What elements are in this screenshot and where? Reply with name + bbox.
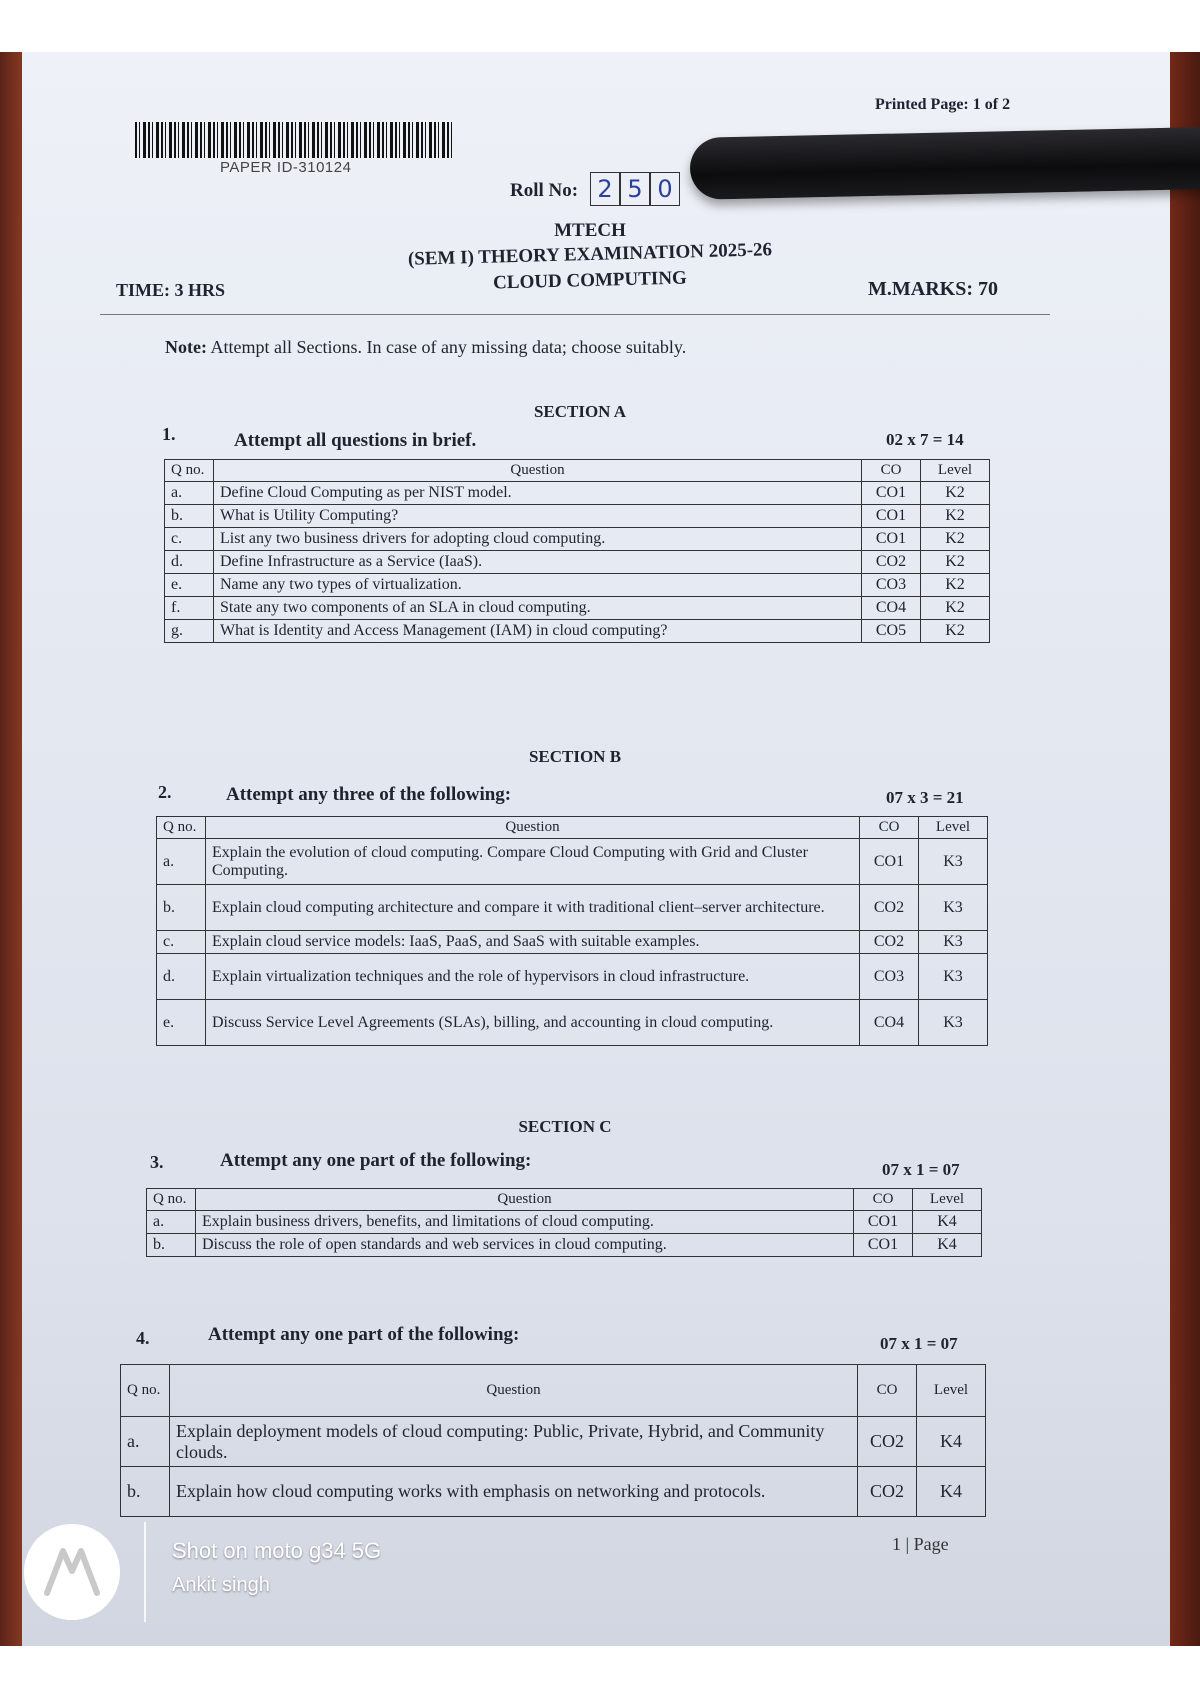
pen-obstruction [689, 126, 1200, 200]
q-level: K2 [921, 597, 990, 620]
q-co: CO1 [854, 1211, 913, 1234]
q-level: K3 [919, 885, 988, 931]
q-level: K2 [921, 505, 990, 528]
q-label: a. [157, 839, 206, 885]
table-row [157, 1000, 988, 1046]
q-level: K2 [921, 620, 990, 643]
col-level: Level [913, 1189, 982, 1211]
table-row [157, 839, 988, 885]
q-level: K4 [913, 1211, 982, 1234]
col-question: Question [214, 460, 862, 482]
col-question: Question [170, 1365, 858, 1417]
q-text: Discuss the role of open standards and web services in cloud computing. [196, 1234, 854, 1257]
table-row [165, 528, 990, 551]
col-co: CO [860, 817, 919, 839]
q-text: Explain deployment models of cloud computing: Public, Private, Hybrid, and Community clouds. [170, 1417, 858, 1467]
q-level: K2 [921, 482, 990, 505]
col-level: Level [919, 817, 988, 839]
q-text: What is Identity and Access Management (IAM) in cloud computing? [214, 620, 862, 643]
note-text: Attempt all Sections. In case of any missing data; choose suitably. [210, 337, 687, 357]
table-row [121, 1417, 986, 1467]
question-4-table [120, 1364, 986, 1517]
q-text: Define Cloud Computing as per NIST model. [214, 482, 862, 505]
table-header-row [147, 1189, 982, 1211]
q-co: CO2 [860, 931, 919, 954]
q-text: Explain how cloud computing works with emphasis on networking and protocols. [170, 1467, 858, 1517]
motorola-m-icon [35, 1535, 109, 1609]
roll-number-boxes [590, 172, 680, 206]
note [165, 337, 686, 358]
q-co: CO1 [860, 839, 919, 885]
question-3-table [146, 1188, 982, 1257]
program-title: MTECH [554, 220, 626, 241]
q-co: CO2 [862, 551, 921, 574]
table-header-row [157, 817, 988, 839]
col-co: CO [854, 1189, 913, 1211]
question-1-instruction: Attempt all questions in brief. [234, 430, 477, 451]
col-question: Question [196, 1189, 854, 1211]
table-row [165, 597, 990, 620]
max-marks: M.MARKS: 70 [868, 278, 998, 300]
question-2-instruction: Attempt any three of the following: [226, 784, 512, 805]
table-row [165, 574, 990, 597]
section-b-table [156, 816, 988, 1046]
table-row [147, 1234, 982, 1257]
q-level: K2 [921, 551, 990, 574]
q-level: K3 [919, 839, 988, 885]
q-level: K4 [917, 1467, 986, 1517]
q-label: d. [165, 551, 214, 574]
question-4-number: 4. [136, 1328, 150, 1348]
roll-digit: 2 [590, 172, 620, 206]
paper-id: PAPER ID-310124 [220, 159, 352, 176]
col-q-no: Q no. [121, 1365, 170, 1417]
question-3-marks: 07 x 1 = 07 [882, 1160, 960, 1179]
roll-digit: 0 [650, 172, 680, 206]
q-co: CO1 [862, 528, 921, 551]
q-level: K4 [913, 1234, 982, 1257]
q-text: Explain cloud service models: IaaS, PaaS, and SaaS with suitable examples. [206, 931, 860, 954]
barcode [135, 122, 455, 158]
question-3-instruction: Attempt any one part of the following: [220, 1150, 532, 1171]
col-q-no: Q no. [157, 817, 206, 839]
q-text: Explain cloud computing architecture and compare it with traditional client–server architecture. [206, 885, 860, 931]
photo-frame [0, 52, 1200, 1646]
q-text: Define Infrastructure as a Service (IaaS). [214, 551, 862, 574]
q-label: a. [121, 1417, 170, 1467]
question-4-marks: 07 x 1 = 07 [880, 1334, 958, 1353]
question-1-number: 1. [162, 424, 176, 444]
q-co: CO3 [860, 954, 919, 1000]
q-co: CO5 [862, 620, 921, 643]
question-3-number: 3. [150, 1152, 164, 1172]
author-watermark: Ankit singh [172, 1574, 270, 1596]
q-text: Explain virtualization techniques and the role of hypervisors in cloud infrastructure. [206, 954, 860, 1000]
table-header-row [165, 460, 990, 482]
q-text: Explain the evolution of cloud computing. Compare Cloud Computing with Grid and Cluster Computing. [206, 839, 860, 885]
subject-title: CLOUD COMPUTING [492, 267, 688, 294]
camera-watermark: Shot on moto g34 5G [172, 1538, 382, 1563]
exam-title: (SEM I) THEORY EXAMINATION 2025-26 [407, 239, 773, 270]
table-row [157, 954, 988, 1000]
table-row [157, 931, 988, 954]
section-a-table [164, 459, 990, 643]
q-label: b. [121, 1467, 170, 1517]
q-text: Name any two types of virtualization. [214, 574, 862, 597]
header-rule [100, 314, 1050, 315]
col-co: CO [862, 460, 921, 482]
page-number: 1 | Page [892, 1534, 949, 1554]
q-level: K4 [917, 1417, 986, 1467]
table-row [165, 620, 990, 643]
question-2-marks: 07 x 3 = 21 [886, 788, 964, 807]
section-c-title: SECTION C [518, 1117, 612, 1136]
q-label: g. [165, 620, 214, 643]
q-text: Explain business drivers, benefits, and limitations of cloud computing. [196, 1211, 854, 1234]
section-b-title: SECTION B [528, 747, 622, 766]
q-label: b. [165, 505, 214, 528]
watermark-divider [144, 1522, 146, 1622]
question-4-instruction: Attempt any one part of the following: [208, 1324, 520, 1345]
note-label: Note: [165, 337, 207, 357]
q-text: State any two components of an SLA in cloud computing. [214, 597, 862, 620]
q-co: CO1 [854, 1234, 913, 1257]
col-co: CO [858, 1365, 917, 1417]
printed-page: Printed Page: 1 of 2 [875, 96, 1011, 113]
q-label: d. [157, 954, 206, 1000]
q-text: Discuss Service Level Agreements (SLAs), billing, and accounting in cloud computing. [206, 1000, 860, 1046]
q-text: What is Utility Computing? [214, 505, 862, 528]
time-allowed: TIME: 3 HRS [116, 280, 226, 300]
question-2-number: 2. [158, 782, 172, 802]
q-level: K3 [919, 1000, 988, 1046]
col-q-no: Q no. [147, 1189, 196, 1211]
q-co: CO3 [862, 574, 921, 597]
question-1-marks: 02 x 7 = 14 [886, 430, 964, 449]
q-co: CO4 [862, 597, 921, 620]
table-row [165, 482, 990, 505]
q-co: CO2 [858, 1417, 917, 1467]
col-q-no: Q no. [165, 460, 214, 482]
table-row [165, 551, 990, 574]
table-row [165, 505, 990, 528]
roll-label: Roll No: [510, 180, 579, 201]
q-co: CO1 [862, 505, 921, 528]
q-label: e. [157, 1000, 206, 1046]
q-label: a. [165, 482, 214, 505]
q-level: K3 [919, 931, 988, 954]
col-level: Level [917, 1365, 986, 1417]
q-label: c. [165, 528, 214, 551]
q-label: f. [165, 597, 214, 620]
q-label: a. [147, 1211, 196, 1234]
col-level: Level [921, 460, 990, 482]
q-co: CO2 [860, 885, 919, 931]
q-label: c. [157, 931, 206, 954]
table-row [121, 1467, 986, 1517]
q-label: e. [165, 574, 214, 597]
q-co: CO4 [860, 1000, 919, 1046]
q-level: K2 [921, 528, 990, 551]
motorola-logo-icon [24, 1524, 120, 1620]
q-text: List any two business drivers for adopting cloud computing. [214, 528, 862, 551]
section-a-title: SECTION A [533, 402, 627, 421]
table-header-row [121, 1365, 986, 1417]
q-level: K3 [919, 954, 988, 1000]
col-question: Question [206, 817, 860, 839]
table-row [147, 1211, 982, 1234]
q-level: K2 [921, 574, 990, 597]
q-label: b. [157, 885, 206, 931]
q-co: CO1 [862, 482, 921, 505]
q-label: b. [147, 1234, 196, 1257]
table-row [157, 885, 988, 931]
q-co: CO2 [858, 1467, 917, 1517]
roll-digit: 5 [620, 172, 650, 206]
